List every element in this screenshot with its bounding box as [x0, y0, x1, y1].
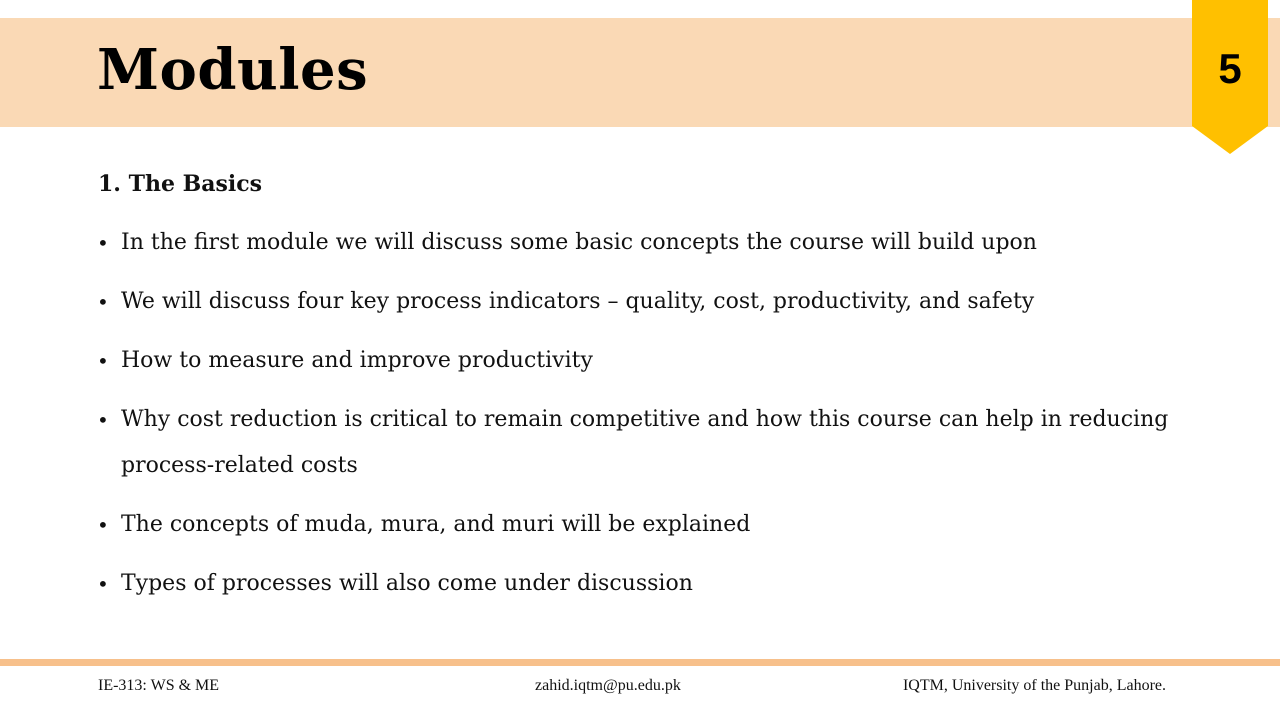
bullet-text: We will discuss four key process indicators – quality, cost, productivity, and safety	[121, 289, 1035, 314]
bullet-item	[97, 279, 1187, 325]
bullet-icon: •	[97, 349, 109, 373]
section-heading: 1. The Basics	[98, 171, 263, 197]
bullet-icon: •	[97, 290, 109, 314]
page-number-badge	[1192, 0, 1268, 154]
bullet-item	[97, 502, 1187, 548]
page-number: 5	[1218, 45, 1242, 92]
bullet-text: The concepts of muda, mura, and muri will be explained	[121, 512, 751, 537]
bullet-icon: •	[97, 231, 109, 255]
footer-divider	[0, 659, 1280, 666]
bullet-text: In the first module we will discuss some basic concepts the course will build upon	[121, 230, 1037, 255]
bullet-icon: •	[97, 408, 109, 432]
bullet-item	[97, 338, 1187, 384]
bullet-item	[97, 397, 1187, 489]
bullet-list	[97, 220, 1187, 620]
bullet-text: Why cost reduction is critical to remain competitive and how this course can help in reducing process-related costs	[121, 407, 1169, 478]
slide-title: Modules	[97, 37, 369, 103]
bullet-text: Types of processes will also come under discussion	[121, 571, 693, 596]
bullet-item	[97, 220, 1187, 266]
footer-course-code: IE-313: WS & ME	[98, 677, 220, 694]
bullet-icon: •	[97, 513, 109, 537]
bullet-item	[97, 561, 1187, 607]
bullet-text: How to measure and improve productivity	[121, 348, 593, 373]
footer-email: zahid.iqtm@pu.edu.pk	[535, 677, 681, 694]
bullet-icon: •	[97, 572, 109, 596]
footer-institution: IQTM, University of the Punjab, Lahore.	[902, 677, 1166, 694]
